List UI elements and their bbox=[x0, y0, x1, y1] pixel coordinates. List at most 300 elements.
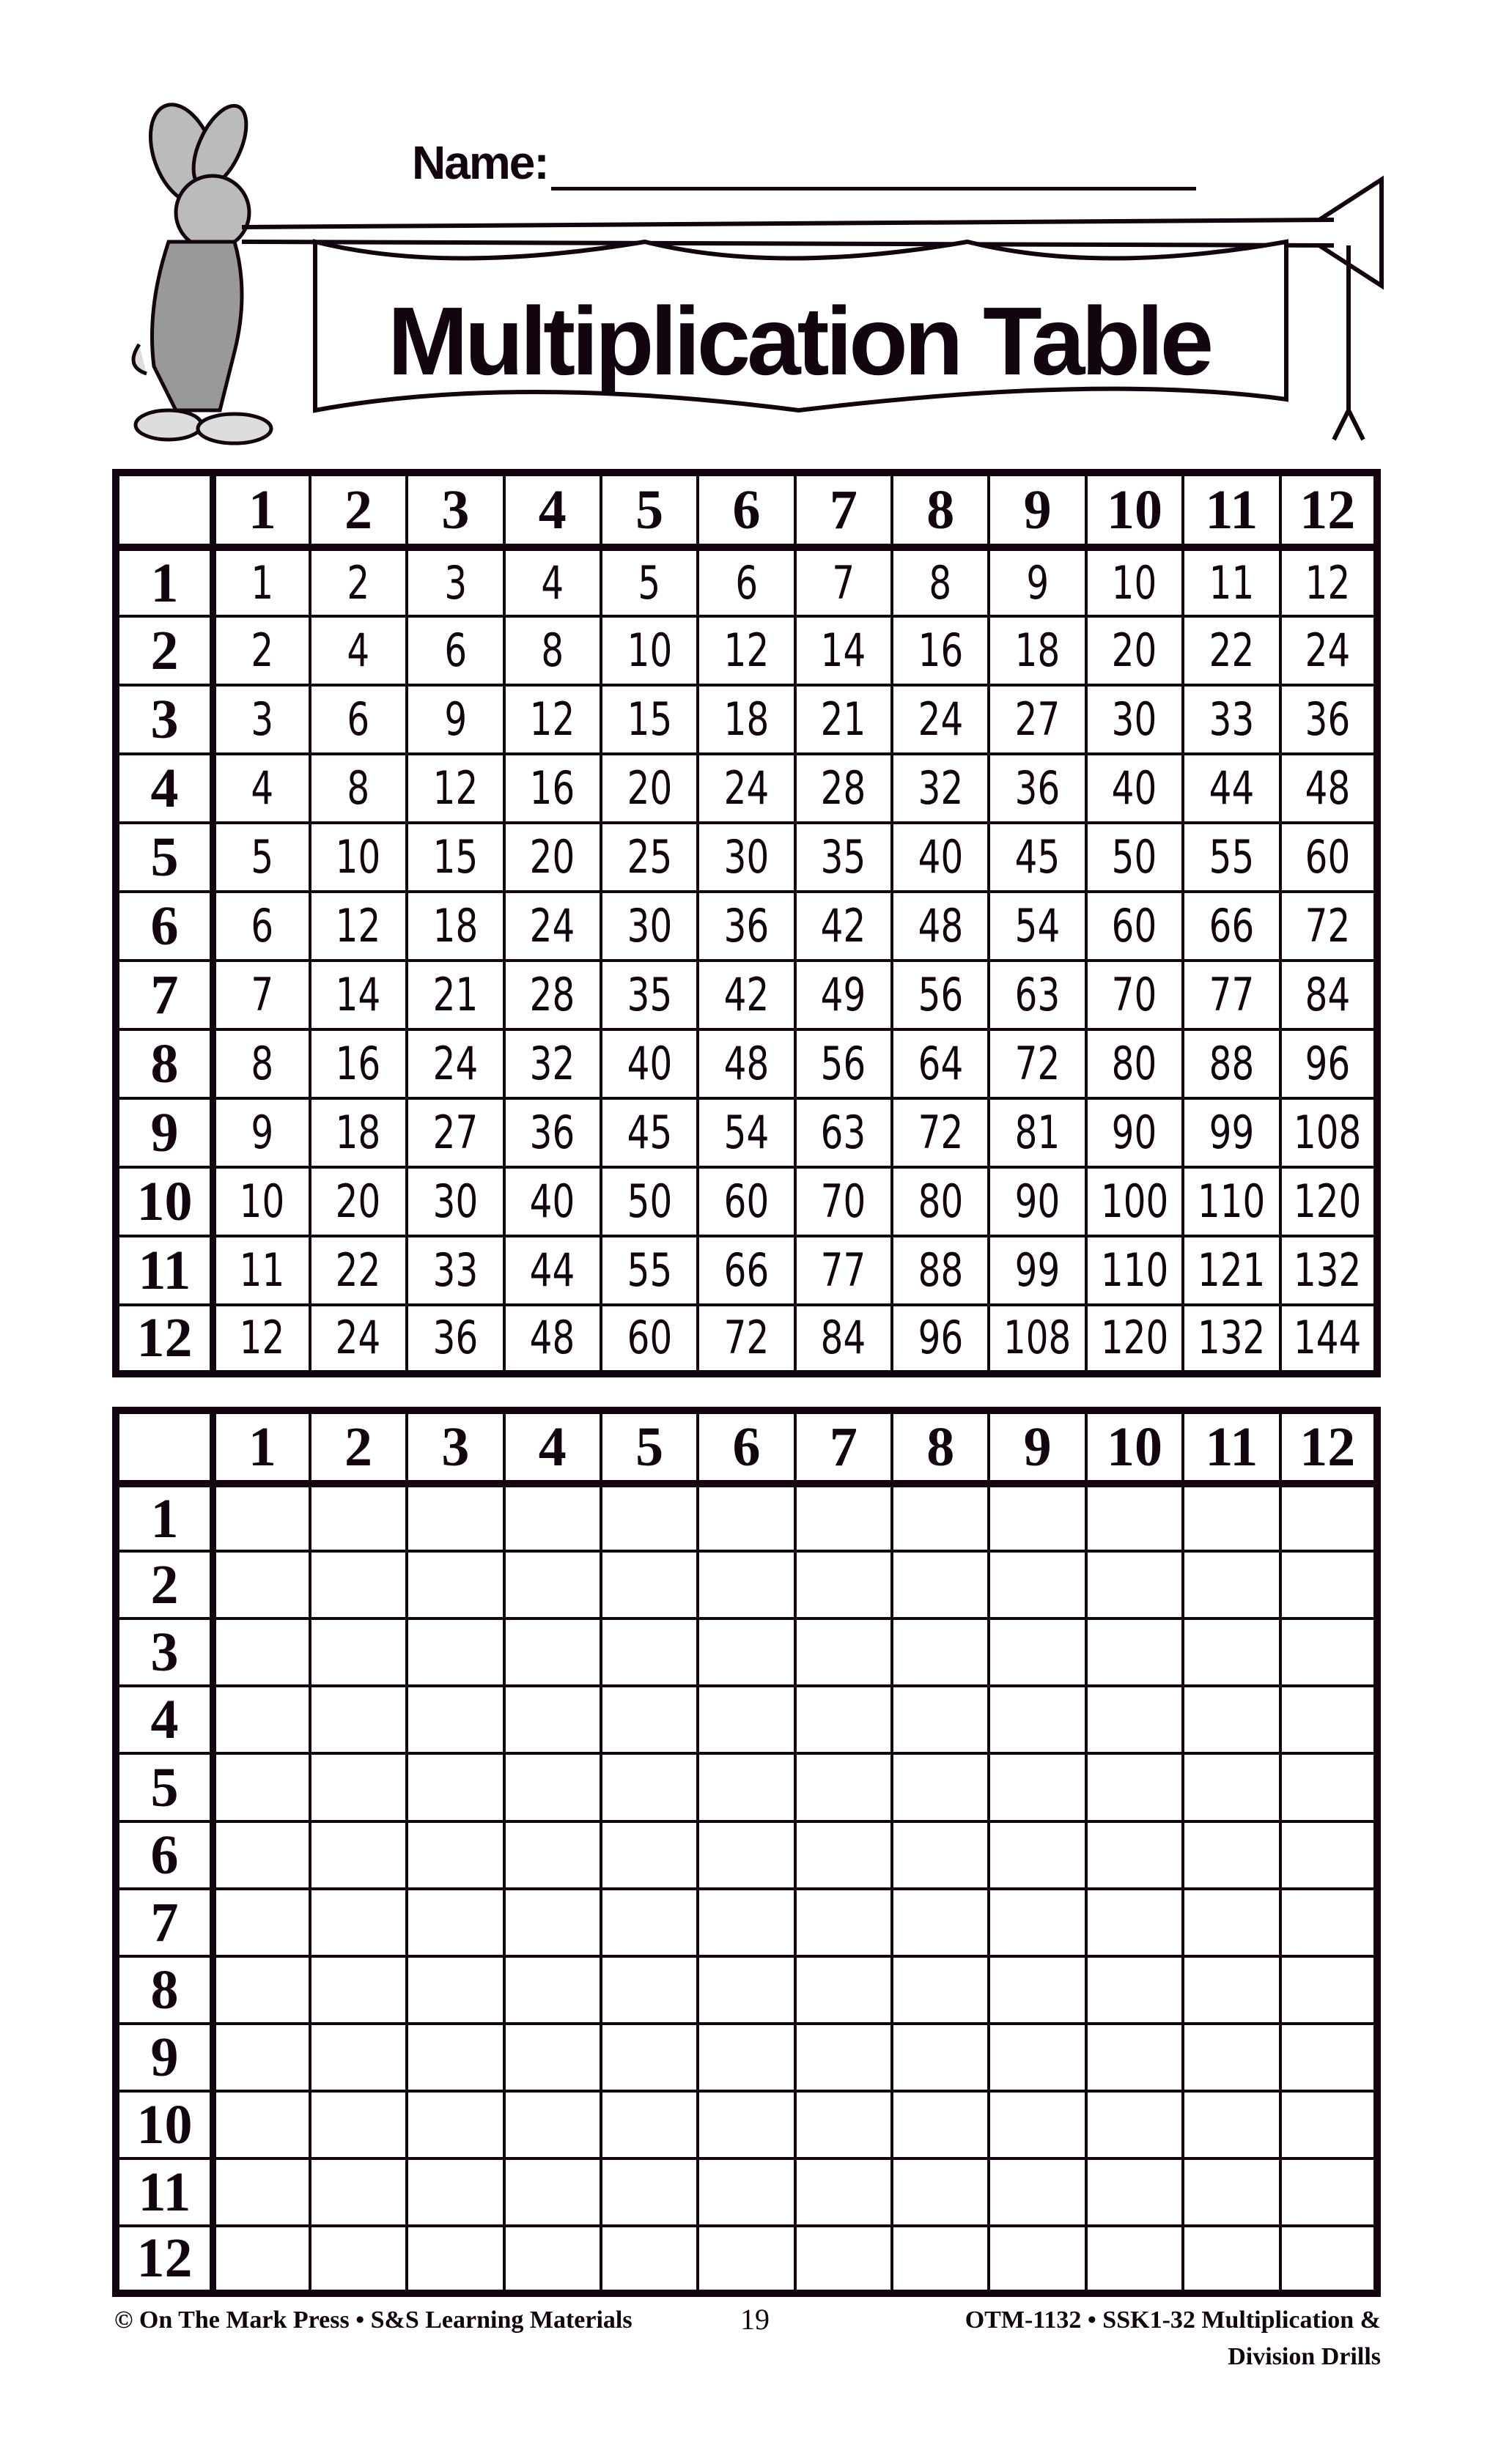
answer-cell[interactable] bbox=[504, 2024, 601, 2091]
product-cell bbox=[892, 547, 989, 616]
row-header: 7 bbox=[116, 961, 213, 1029]
product-value: 110 bbox=[1198, 1174, 1266, 1228]
product-value: 90 bbox=[1112, 1106, 1157, 1160]
product-cell bbox=[698, 892, 794, 961]
answer-cell[interactable] bbox=[213, 1686, 309, 1753]
product-cell bbox=[1280, 1305, 1378, 1374]
product-value: 108 bbox=[1003, 1311, 1072, 1365]
answer-cell[interactable] bbox=[795, 1484, 892, 1551]
product-cell bbox=[310, 1167, 407, 1236]
answer-cell[interactable] bbox=[1183, 1618, 1280, 1686]
answer-cell[interactable] bbox=[698, 1618, 794, 1686]
product-cell bbox=[504, 547, 601, 616]
product-cell bbox=[310, 1098, 407, 1167]
product-cell bbox=[213, 1029, 309, 1098]
answer-cell[interactable] bbox=[698, 1686, 794, 1753]
answer-cell[interactable] bbox=[1086, 1484, 1183, 1551]
answer-cell[interactable] bbox=[795, 2226, 892, 2293]
product-cell bbox=[310, 685, 407, 754]
answer-cell[interactable] bbox=[1086, 1686, 1183, 1753]
product-cell bbox=[407, 685, 504, 754]
product-value: 70 bbox=[821, 1174, 866, 1228]
product-value: 120 bbox=[1294, 1174, 1362, 1228]
answer-cell[interactable] bbox=[1183, 1889, 1280, 1956]
answer-cell[interactable] bbox=[504, 1956, 601, 2024]
product-cell bbox=[1086, 616, 1183, 685]
answer-cell[interactable] bbox=[1086, 1618, 1183, 1686]
answer-cell[interactable] bbox=[310, 1821, 407, 1889]
column-header: 6 bbox=[698, 1410, 794, 1484]
table-row bbox=[116, 2024, 1377, 2091]
answer-cell[interactable] bbox=[698, 2226, 794, 2293]
answer-cell[interactable] bbox=[1086, 1551, 1183, 1618]
answer-cell[interactable] bbox=[213, 1618, 309, 1686]
answer-cell[interactable] bbox=[1280, 2158, 1378, 2226]
answer-cell[interactable] bbox=[601, 1956, 698, 2024]
product-cell bbox=[1086, 892, 1183, 961]
product-cell bbox=[795, 685, 892, 754]
answer-cell[interactable] bbox=[795, 2024, 892, 2091]
product-value: 55 bbox=[1209, 830, 1255, 884]
product-value: 36 bbox=[1014, 761, 1061, 815]
answer-cell[interactable] bbox=[795, 1686, 892, 1753]
product-value: 30 bbox=[723, 830, 770, 884]
product-cell bbox=[989, 1029, 1085, 1098]
product-cell bbox=[407, 892, 504, 961]
answer-cell[interactable] bbox=[1280, 2226, 1378, 2293]
product-cell bbox=[698, 547, 794, 616]
answer-cell[interactable] bbox=[310, 1686, 407, 1753]
product-value: 4 bbox=[347, 624, 370, 678]
answer-cell[interactable] bbox=[795, 1821, 892, 1889]
answer-cell[interactable] bbox=[989, 1484, 1085, 1551]
answer-cell[interactable] bbox=[698, 1956, 794, 2024]
product-value: 36 bbox=[529, 1106, 575, 1160]
row-header: 11 bbox=[116, 1236, 213, 1305]
answer-cell[interactable] bbox=[407, 2091, 504, 2158]
product-value: 66 bbox=[723, 1243, 770, 1297]
product-cell bbox=[1183, 685, 1280, 754]
product-value: 18 bbox=[1014, 624, 1061, 678]
answer-cell[interactable] bbox=[310, 1618, 407, 1686]
column-header: 3 bbox=[407, 473, 504, 547]
product-value: 84 bbox=[821, 1311, 866, 1365]
product-cell bbox=[504, 823, 601, 892]
product-value: 48 bbox=[1305, 761, 1351, 815]
column-header: 1 bbox=[213, 473, 309, 547]
answer-cell[interactable] bbox=[504, 2226, 601, 2293]
product-cell bbox=[213, 823, 309, 892]
rabbit-icon bbox=[133, 96, 271, 443]
name-input-line[interactable] bbox=[551, 187, 1196, 190]
product-value: 63 bbox=[1014, 968, 1061, 1022]
answer-cell[interactable] bbox=[213, 2226, 309, 2293]
row-header: 10 bbox=[116, 1167, 213, 1236]
product-value: 11 bbox=[1209, 555, 1255, 610]
product-cell bbox=[1280, 1167, 1378, 1236]
product-value: 100 bbox=[1100, 1174, 1169, 1228]
product-value: 14 bbox=[336, 968, 381, 1022]
product-cell bbox=[892, 892, 989, 961]
answer-cell[interactable] bbox=[989, 2091, 1085, 2158]
product-value: 8 bbox=[929, 555, 952, 610]
product-cell bbox=[601, 1236, 698, 1305]
footer-copyright: © On The Mark Press • S&S Learning Materials bbox=[114, 2306, 633, 2334]
product-value: 70 bbox=[1112, 968, 1157, 1022]
answer-cell[interactable] bbox=[698, 2091, 794, 2158]
answer-cell[interactable] bbox=[504, 1686, 601, 1753]
row-header: 4 bbox=[116, 1686, 213, 1753]
answer-cell[interactable] bbox=[310, 2158, 407, 2226]
product-cell bbox=[601, 754, 698, 823]
product-value: 36 bbox=[723, 899, 770, 953]
product-cell bbox=[1280, 1098, 1378, 1167]
row-header: 1 bbox=[116, 1484, 213, 1551]
page-title: Multiplication Table bbox=[387, 287, 1211, 395]
answer-cell[interactable] bbox=[213, 1484, 309, 1551]
answer-cell[interactable] bbox=[1086, 2091, 1183, 2158]
product-value: 6 bbox=[443, 624, 467, 678]
product-value: 2 bbox=[251, 624, 274, 678]
column-header: 11 bbox=[1183, 473, 1280, 547]
answer-cell[interactable] bbox=[892, 1821, 989, 1889]
answer-cell[interactable] bbox=[504, 1484, 601, 1551]
answer-cell[interactable] bbox=[601, 1551, 698, 1618]
product-value: 132 bbox=[1198, 1311, 1266, 1365]
answer-cell[interactable] bbox=[698, 1484, 794, 1551]
product-value: 40 bbox=[529, 1174, 575, 1228]
product-cell bbox=[989, 616, 1085, 685]
answer-cell[interactable] bbox=[892, 2226, 989, 2293]
product-value: 56 bbox=[821, 1037, 866, 1091]
column-header: 5 bbox=[601, 473, 698, 547]
answer-cell[interactable] bbox=[1183, 1686, 1280, 1753]
answer-cell[interactable] bbox=[1280, 1618, 1378, 1686]
answer-cell[interactable] bbox=[1280, 1889, 1378, 1956]
product-cell bbox=[504, 616, 601, 685]
answer-cell[interactable] bbox=[892, 1484, 989, 1551]
product-cell bbox=[504, 961, 601, 1029]
answer-cell[interactable] bbox=[795, 1551, 892, 1618]
product-value: 42 bbox=[723, 968, 770, 1022]
answer-cell[interactable] bbox=[213, 1821, 309, 1889]
product-cell bbox=[213, 1167, 309, 1236]
product-value: 21 bbox=[432, 968, 479, 1022]
product-cell bbox=[1183, 823, 1280, 892]
product-cell bbox=[892, 1305, 989, 1374]
product-cell bbox=[504, 754, 601, 823]
answer-cell[interactable] bbox=[504, 1889, 601, 1956]
answer-cell[interactable] bbox=[795, 1956, 892, 2024]
answer-cell[interactable] bbox=[1086, 2226, 1183, 2293]
answer-cell[interactable] bbox=[892, 1956, 989, 2024]
answer-cell[interactable] bbox=[601, 1821, 698, 1889]
product-cell bbox=[892, 685, 989, 754]
product-cell bbox=[407, 823, 504, 892]
answer-cell[interactable] bbox=[1183, 1551, 1280, 1618]
product-value: 40 bbox=[918, 830, 963, 884]
product-value: 64 bbox=[918, 1037, 963, 1091]
answer-cell[interactable] bbox=[1280, 2091, 1378, 2158]
answer-cell[interactable] bbox=[989, 2226, 1085, 2293]
answer-cell[interactable] bbox=[601, 1889, 698, 1956]
answer-cell[interactable] bbox=[1183, 2158, 1280, 2226]
product-cell bbox=[795, 1305, 892, 1374]
answer-cell[interactable] bbox=[310, 1956, 407, 2024]
answer-cell[interactable] bbox=[1086, 2158, 1183, 2226]
answer-cell[interactable] bbox=[1280, 1956, 1378, 2024]
product-value: 16 bbox=[336, 1037, 381, 1091]
row-header: 1 bbox=[116, 547, 213, 616]
product-cell bbox=[504, 1029, 601, 1098]
answer-cell[interactable] bbox=[1183, 2091, 1280, 2158]
answer-cell[interactable] bbox=[407, 1551, 504, 1618]
product-cell bbox=[310, 1236, 407, 1305]
product-cell bbox=[698, 823, 794, 892]
footer-series-line1: OTM-1132 • SSK1-32 Multiplication & bbox=[965, 2306, 1381, 2334]
answer-cell[interactable] bbox=[1086, 2024, 1183, 2091]
answer-cell[interactable] bbox=[1183, 1484, 1280, 1551]
row-header: 5 bbox=[116, 823, 213, 892]
answer-cell[interactable] bbox=[213, 2091, 309, 2158]
answer-cell[interactable] bbox=[1086, 1889, 1183, 1956]
product-cell bbox=[1280, 1236, 1378, 1305]
answer-cell[interactable] bbox=[601, 2024, 698, 2091]
product-value: 44 bbox=[1209, 761, 1255, 815]
answer-cell[interactable] bbox=[310, 2024, 407, 2091]
product-value: 96 bbox=[918, 1311, 963, 1365]
product-cell bbox=[989, 1305, 1085, 1374]
product-cell bbox=[601, 1029, 698, 1098]
answer-cell[interactable] bbox=[601, 1753, 698, 1821]
answer-cell[interactable] bbox=[310, 1484, 407, 1551]
table-row bbox=[116, 1956, 1377, 2024]
answer-cell[interactable] bbox=[892, 1889, 989, 1956]
product-value: 8 bbox=[541, 624, 564, 678]
answer-cell[interactable] bbox=[892, 1618, 989, 1686]
product-value: 22 bbox=[1209, 624, 1255, 678]
answer-cell[interactable] bbox=[989, 2158, 1085, 2226]
answer-cell[interactable] bbox=[310, 1551, 407, 1618]
product-cell bbox=[795, 547, 892, 616]
product-cell bbox=[1183, 1029, 1280, 1098]
product-cell bbox=[698, 1236, 794, 1305]
column-header: 6 bbox=[698, 473, 794, 547]
answer-cell[interactable] bbox=[892, 2091, 989, 2158]
product-value: 12 bbox=[336, 899, 381, 953]
product-value: 20 bbox=[627, 761, 672, 815]
table-row bbox=[116, 1686, 1377, 1753]
answer-cell[interactable] bbox=[1086, 1956, 1183, 2024]
answer-cell[interactable] bbox=[698, 1753, 794, 1821]
answer-cell[interactable] bbox=[407, 1889, 504, 1956]
answer-cell[interactable] bbox=[989, 1889, 1085, 1956]
product-cell bbox=[795, 616, 892, 685]
answer-cell[interactable] bbox=[795, 2158, 892, 2226]
answer-cell[interactable] bbox=[504, 2091, 601, 2158]
product-value: 42 bbox=[821, 899, 866, 953]
answer-cell[interactable] bbox=[795, 2091, 892, 2158]
product-value: 24 bbox=[918, 692, 963, 747]
product-cell bbox=[795, 961, 892, 1029]
answer-cell[interactable] bbox=[407, 1686, 504, 1753]
row-header: 3 bbox=[116, 1618, 213, 1686]
product-value: 45 bbox=[1014, 830, 1061, 884]
answer-cell[interactable] bbox=[601, 1618, 698, 1686]
product-value: 72 bbox=[723, 1311, 770, 1365]
product-value: 20 bbox=[529, 830, 575, 884]
answer-cell[interactable] bbox=[213, 2024, 309, 2091]
column-header: 4 bbox=[504, 473, 601, 547]
answer-cell[interactable] bbox=[892, 1686, 989, 1753]
table-row bbox=[116, 1618, 1377, 1686]
answer-cell[interactable] bbox=[504, 1551, 601, 1618]
product-value: 20 bbox=[1112, 624, 1157, 678]
answer-cell[interactable] bbox=[504, 1753, 601, 1821]
answer-cell[interactable] bbox=[989, 1551, 1085, 1618]
row-header: 3 bbox=[116, 685, 213, 754]
answer-cell[interactable] bbox=[795, 1618, 892, 1686]
product-cell bbox=[601, 961, 698, 1029]
answer-cell[interactable] bbox=[1086, 1821, 1183, 1889]
answer-cell[interactable] bbox=[989, 1956, 1085, 2024]
answer-cell[interactable] bbox=[407, 2226, 504, 2293]
table-row bbox=[116, 547, 1377, 616]
table-row bbox=[116, 1889, 1377, 1956]
answer-cell[interactable] bbox=[795, 1889, 892, 1956]
product-cell bbox=[1086, 823, 1183, 892]
product-cell bbox=[310, 961, 407, 1029]
product-cell bbox=[989, 685, 1085, 754]
product-value: 33 bbox=[432, 1243, 479, 1297]
answer-cell[interactable] bbox=[407, 1956, 504, 2024]
answer-cell[interactable] bbox=[407, 1484, 504, 1551]
answer-cell[interactable] bbox=[892, 2158, 989, 2226]
table-row bbox=[116, 1029, 1377, 1098]
product-cell bbox=[601, 1098, 698, 1167]
column-header: 12 bbox=[1280, 1410, 1378, 1484]
answer-cell[interactable] bbox=[601, 2091, 698, 2158]
product-value: 80 bbox=[918, 1174, 963, 1228]
answer-cell[interactable] bbox=[892, 1551, 989, 1618]
answer-cell[interactable] bbox=[407, 1618, 504, 1686]
answer-cell[interactable] bbox=[601, 1484, 698, 1551]
answer-cell[interactable] bbox=[698, 1551, 794, 1618]
answer-cell[interactable] bbox=[213, 1753, 309, 1821]
product-value: 9 bbox=[443, 692, 467, 747]
answer-cell[interactable] bbox=[1280, 1484, 1378, 1551]
answer-cell[interactable] bbox=[213, 2158, 309, 2226]
answer-cell[interactable] bbox=[989, 1686, 1085, 1753]
name-label: Name: bbox=[412, 136, 548, 189]
table-row bbox=[116, 2091, 1377, 2158]
product-cell bbox=[892, 1236, 989, 1305]
answer-cell[interactable] bbox=[407, 2158, 504, 2226]
table-row bbox=[116, 961, 1377, 1029]
answer-cell[interactable] bbox=[1280, 1753, 1378, 1821]
answer-cell[interactable] bbox=[1183, 1753, 1280, 1821]
answer-cell[interactable] bbox=[213, 1889, 309, 1956]
answer-cell[interactable] bbox=[1183, 2024, 1280, 2091]
product-value: 18 bbox=[432, 899, 479, 953]
row-header: 6 bbox=[116, 892, 213, 961]
product-cell bbox=[1183, 961, 1280, 1029]
product-cell bbox=[989, 1236, 1085, 1305]
row-header: 2 bbox=[116, 616, 213, 685]
answer-cell[interactable] bbox=[989, 1618, 1085, 1686]
product-cell bbox=[213, 754, 309, 823]
product-cell bbox=[989, 547, 1085, 616]
product-value: 44 bbox=[529, 1243, 575, 1297]
answer-cell[interactable] bbox=[1183, 1956, 1280, 2024]
product-value: 60 bbox=[1112, 899, 1157, 953]
product-value: 27 bbox=[1014, 692, 1061, 747]
corner-cell bbox=[116, 473, 213, 547]
product-value: 10 bbox=[1112, 555, 1157, 610]
answer-cell[interactable] bbox=[1183, 1821, 1280, 1889]
answer-cell[interactable] bbox=[1280, 1686, 1378, 1753]
answer-cell[interactable] bbox=[989, 2024, 1085, 2091]
answer-cell[interactable] bbox=[310, 1753, 407, 1821]
answer-cell[interactable] bbox=[698, 1821, 794, 1889]
answer-cell[interactable] bbox=[310, 2091, 407, 2158]
answer-cell[interactable] bbox=[698, 1889, 794, 1956]
product-value: 8 bbox=[251, 1037, 274, 1091]
answer-cell[interactable] bbox=[1183, 2226, 1280, 2293]
answer-cell[interactable] bbox=[1280, 1821, 1378, 1889]
answer-cell[interactable] bbox=[407, 1821, 504, 1889]
product-value: 12 bbox=[723, 624, 770, 678]
answer-cell[interactable] bbox=[504, 2158, 601, 2226]
product-cell bbox=[1086, 754, 1183, 823]
column-header: 8 bbox=[892, 1410, 989, 1484]
product-value: 6 bbox=[347, 692, 370, 747]
answer-cell[interactable] bbox=[213, 1551, 309, 1618]
product-cell bbox=[795, 1236, 892, 1305]
product-value: 81 bbox=[1014, 1106, 1061, 1160]
answer-cell[interactable] bbox=[407, 1753, 504, 1821]
product-cell bbox=[698, 754, 794, 823]
product-cell bbox=[1183, 1167, 1280, 1236]
answer-cell[interactable] bbox=[989, 1753, 1085, 1821]
product-cell bbox=[1086, 685, 1183, 754]
column-header: 2 bbox=[310, 473, 407, 547]
answer-cell[interactable] bbox=[504, 1821, 601, 1889]
answer-cell[interactable] bbox=[698, 2024, 794, 2091]
answer-cell[interactable] bbox=[892, 2024, 989, 2091]
answer-cell[interactable] bbox=[601, 2158, 698, 2226]
answer-cell[interactable] bbox=[989, 1821, 1085, 1889]
answer-cell[interactable] bbox=[310, 1889, 407, 1956]
answer-cell[interactable] bbox=[1280, 2024, 1378, 2091]
product-cell bbox=[1086, 1167, 1183, 1236]
product-value: 25 bbox=[627, 830, 672, 884]
column-header: 5 bbox=[601, 1410, 698, 1484]
product-value: 24 bbox=[432, 1037, 479, 1091]
answer-cell[interactable] bbox=[504, 1618, 601, 1686]
answer-cell[interactable] bbox=[1086, 1753, 1183, 1821]
answer-cell[interactable] bbox=[310, 2226, 407, 2293]
answer-cell[interactable] bbox=[1280, 1551, 1378, 1618]
answer-cell[interactable] bbox=[601, 1686, 698, 1753]
answer-cell[interactable] bbox=[213, 1956, 309, 2024]
answer-cell[interactable] bbox=[407, 2024, 504, 2091]
answer-cell[interactable] bbox=[892, 1753, 989, 1821]
answer-cell[interactable] bbox=[795, 1753, 892, 1821]
answer-cell[interactable] bbox=[601, 2226, 698, 2293]
answer-cell[interactable] bbox=[698, 2158, 794, 2226]
row-header: 4 bbox=[116, 754, 213, 823]
